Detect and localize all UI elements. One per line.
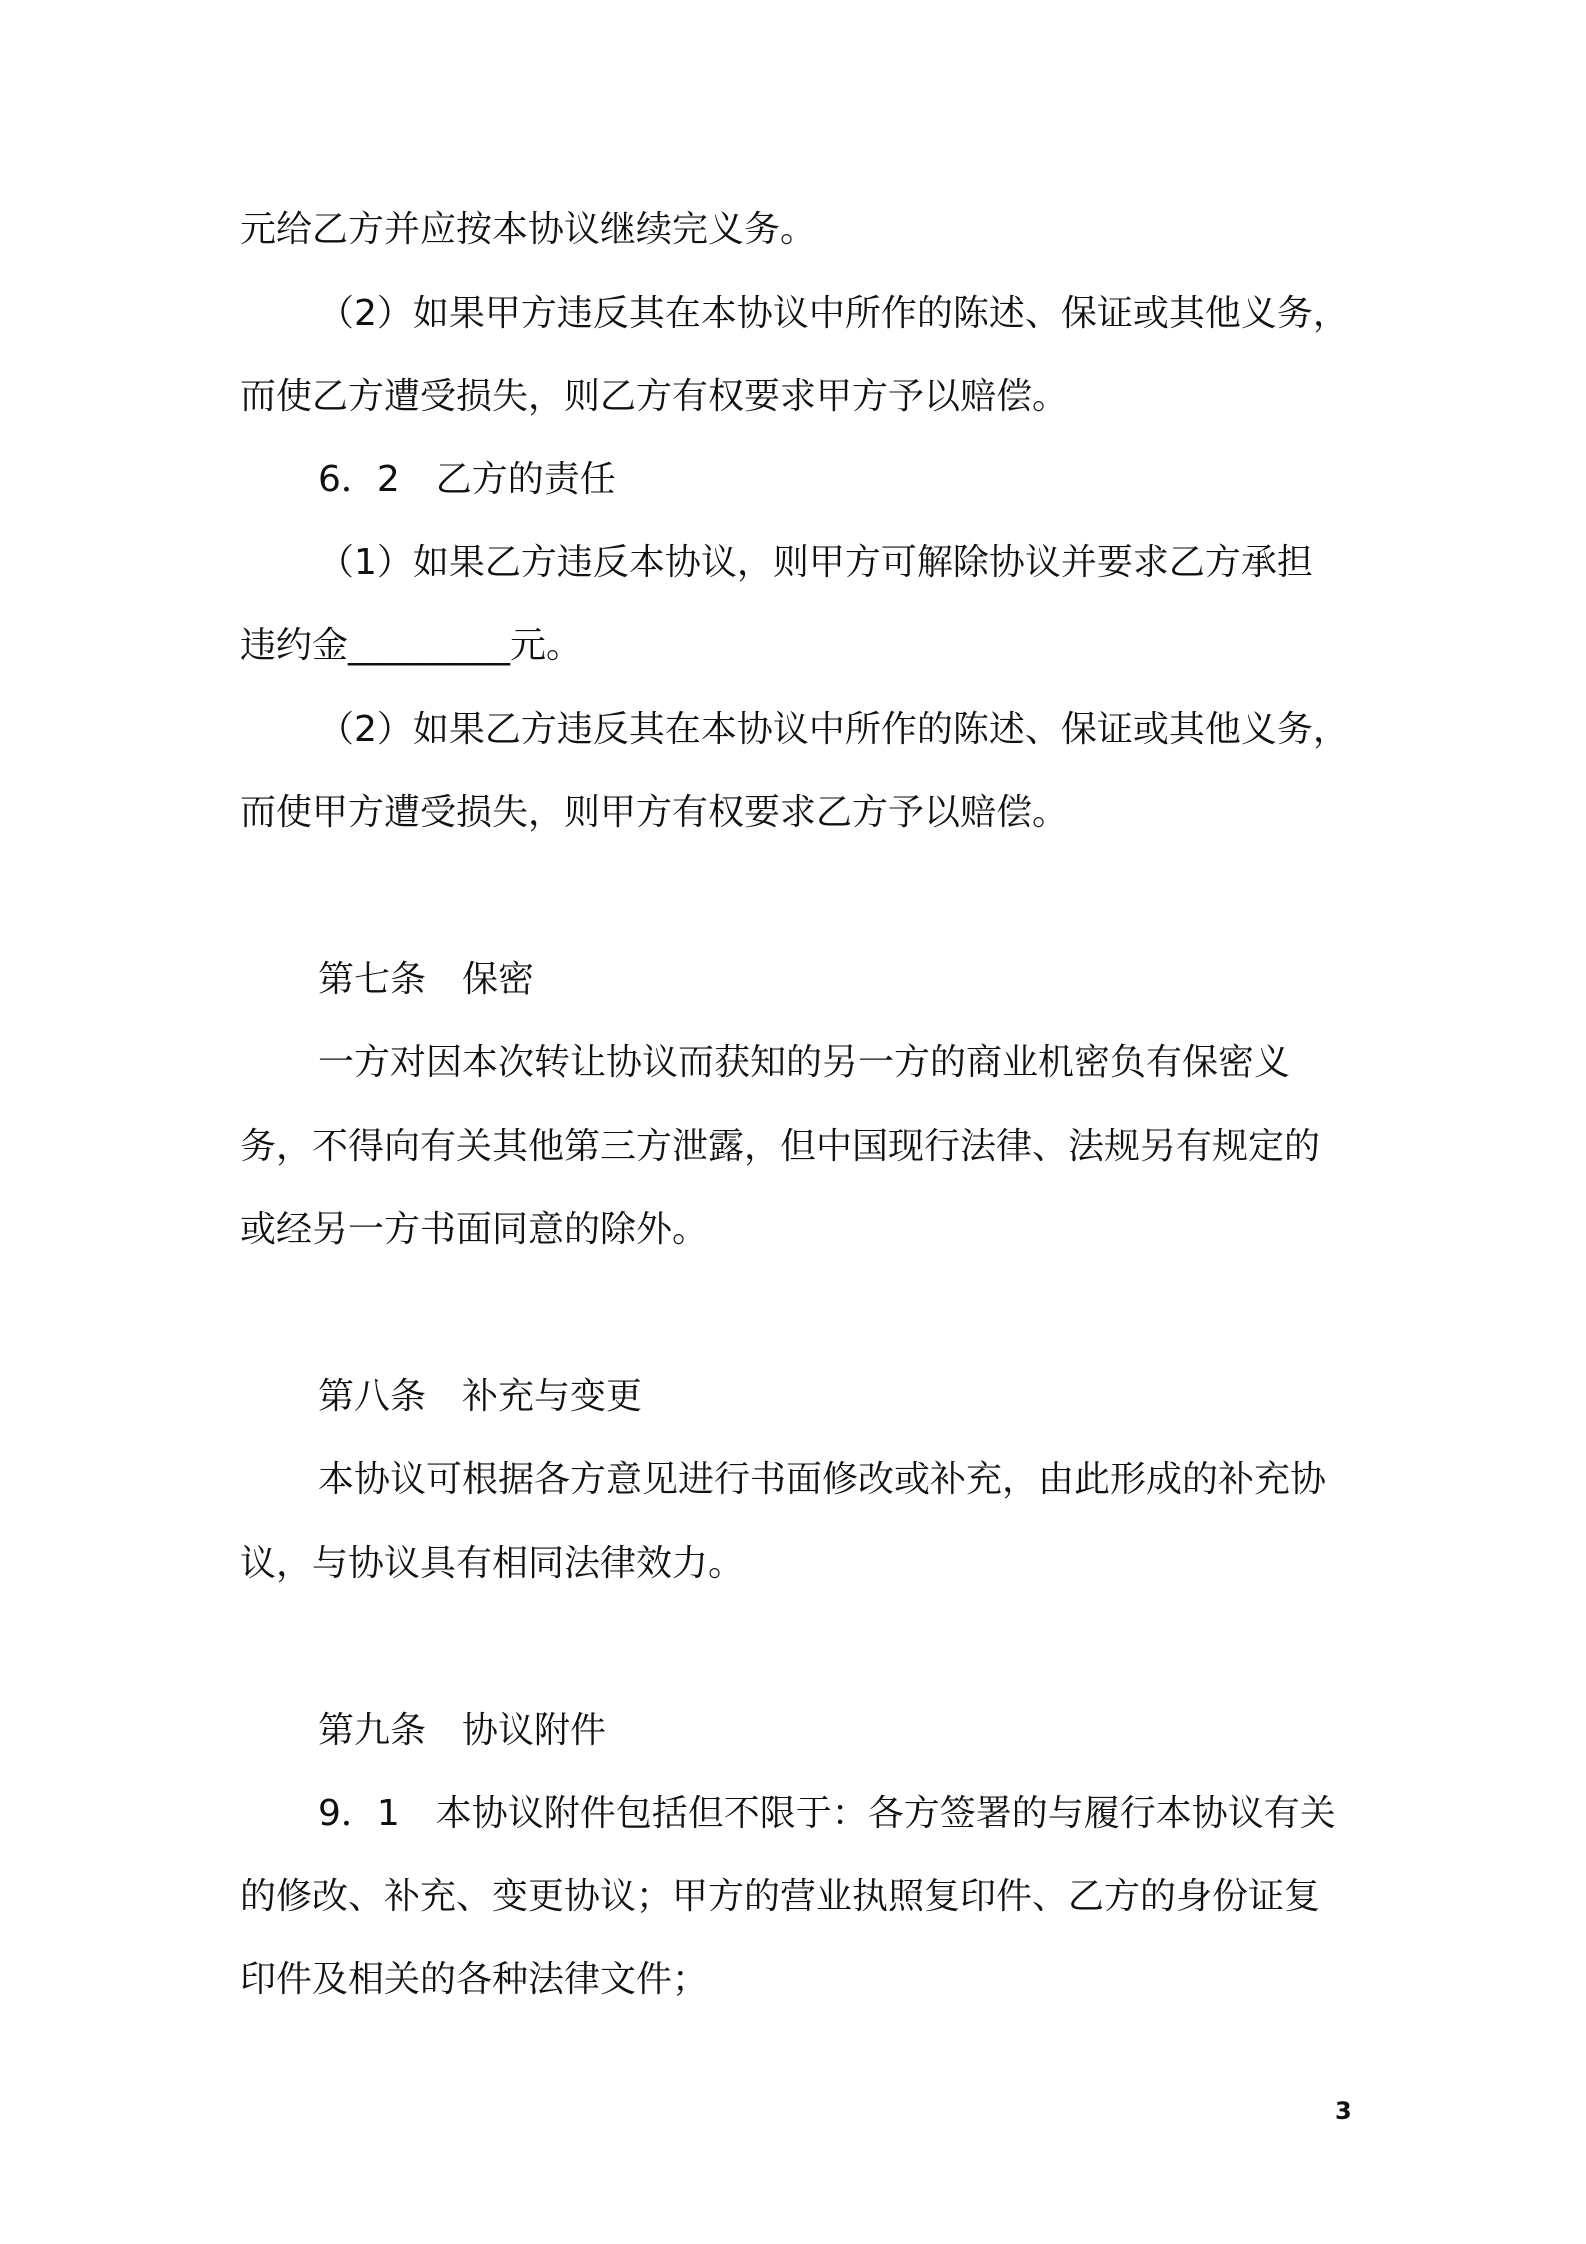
article-heading: 第九条 协议附件 [318,1710,607,1751]
text-line: 印件及相关的各种法律文件； [240,1959,709,2000]
text-line: 违约金_________元。 [240,625,583,666]
text-line: 议，与协议具有相同法律效力。 [240,1543,745,1584]
text-line: （2）如果甲方违反其在本协议中所作的陈述、保证或其他义务， [318,293,1349,334]
text-line: 或经另一方书面同意的除外。 [240,1209,709,1250]
text-line: （2）如果乙方违反其在本协议中所作的陈述、保证或其他义务， [318,709,1349,750]
text-line: 元给乙方并应按本协议继续完义务。 [240,209,817,250]
article-heading: 第七条 保密 [318,959,535,1000]
text-line: 一方对因本次转让协议而获知的另一方的商业机密负有保密义 [318,1042,1291,1083]
article-heading: 第八条 补充与变更 [318,1376,643,1417]
text-line: （1）如果乙方违反本协议，则甲方可解除协议并要求乙方承担 [318,542,1313,583]
text-line: 而使乙方遭受损失，则乙方有权要求甲方予以赔偿。 [240,376,1069,417]
text-line: 的修改、补充、变更协议；甲方的营业执照复印件、乙方的身份证复 [240,1876,1321,1917]
text-line: 而使甲方遭受损失，则甲方有权要求乙方予以赔偿。 [240,792,1069,833]
page-number: 3 [1335,2097,1352,2125]
text-line: 务，不得向有关其他第三方泄露，但中国现行法律、法规另有规定的 [240,1126,1321,1167]
section-heading: 6．2 乙方的责任 [318,459,616,500]
text-line: 9．1 本协议附件包括但不限于：各方签署的与履行本协议有关 [318,1793,1336,1834]
text-line: 本协议可根据各方意见进行书面修改或补充，由此形成的补充协 [318,1459,1327,1500]
